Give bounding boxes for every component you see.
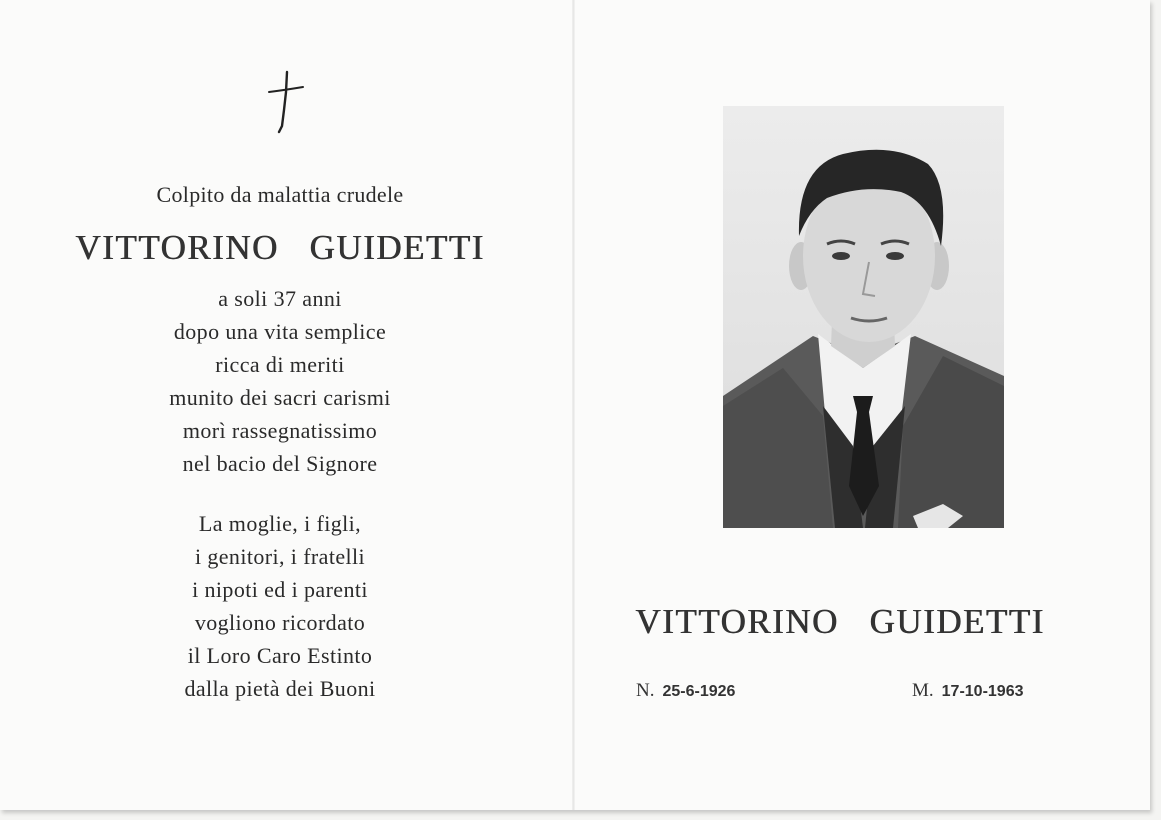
verse-line: ricca di meriti xyxy=(215,352,345,377)
card-fold xyxy=(572,0,575,810)
portrait-illustration xyxy=(723,106,1004,528)
cross-icon xyxy=(265,70,305,134)
deceased-name-left: VITTORINO GUIDETTI xyxy=(75,228,485,267)
verse-line: il Loro Caro Estinto xyxy=(187,643,373,668)
verse-block-2 xyxy=(40,507,520,705)
verse-line: i nipoti ed i parenti xyxy=(192,577,368,602)
death-date-value: 17-10-1963 xyxy=(941,683,1024,700)
birth-prefix: N. xyxy=(636,680,655,701)
verse-line: munito dei sacri carismi xyxy=(169,385,391,410)
portrait-photo xyxy=(723,106,1004,528)
intro-text: Colpito da malattia crudele xyxy=(156,182,404,207)
verse-line: vogliono ricordato xyxy=(194,610,366,635)
deceased-name-right: VITTORINO GUIDETTI xyxy=(635,602,1045,641)
death-date xyxy=(912,680,1024,702)
left-panel xyxy=(40,60,520,760)
verse-line: dopo una vita semplice xyxy=(173,319,387,344)
verse-line: nel bacio del Signore xyxy=(182,451,378,476)
birth-date xyxy=(636,680,735,702)
death-prefix: M. xyxy=(912,680,934,701)
verse-block-1 xyxy=(40,282,520,480)
verse-line: a soli 37 anni xyxy=(218,286,342,311)
verse-line: morì rassegnatissimo xyxy=(182,418,378,443)
verse-line: i genitori, i fratelli xyxy=(194,544,366,569)
verse-line: La moglie, i figli, xyxy=(198,511,362,536)
birth-date-value: 25-6-1926 xyxy=(662,683,736,700)
verse-line: dalla pietà dei Buoni xyxy=(184,676,376,701)
